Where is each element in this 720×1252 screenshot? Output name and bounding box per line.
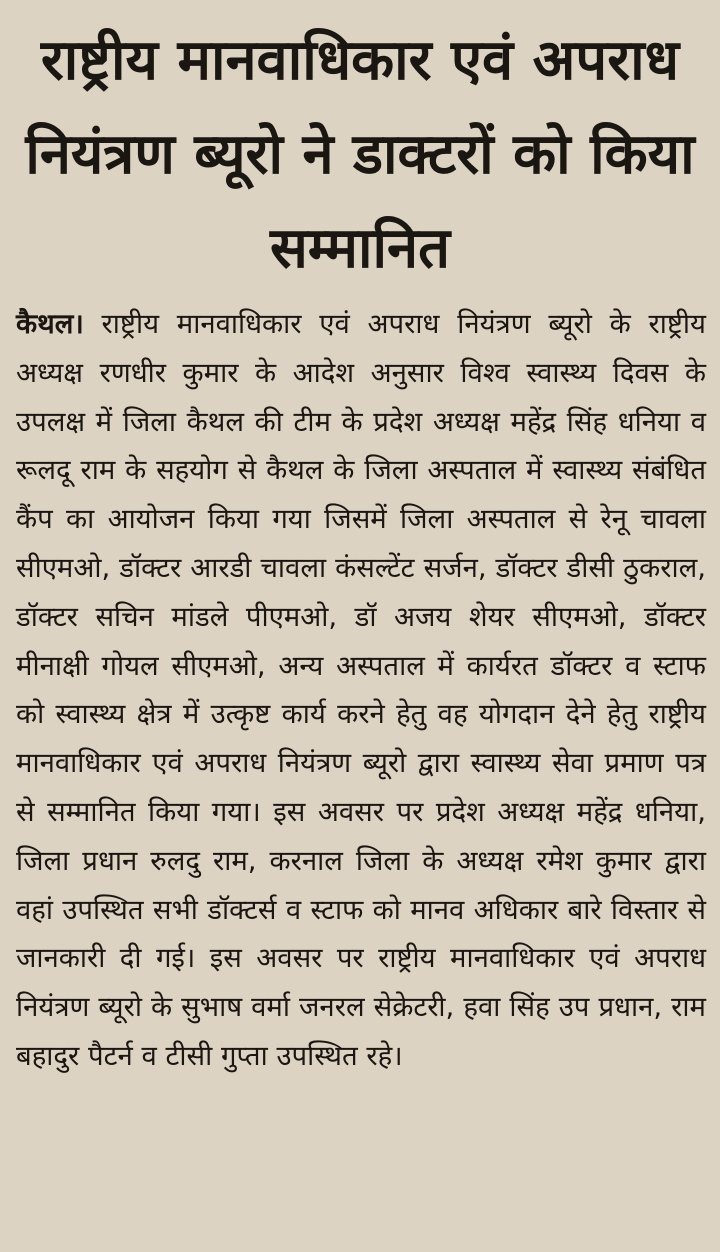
- article-body: [0, 296, 720, 1081]
- headline: राष्ट्रीय मानवाधिकार एवं अपराध नियंत्रण ब्यूरो ने डाक्टरों को किया सम्मानित: [25, 28, 695, 281]
- dateline: कैथल।: [16, 308, 84, 340]
- article-body-text: राष्ट्रीय मानवाधिकार एवं अपराध नियंत्रण ब्यूरो के राष्ट्रीय अध्यक्ष रणधीर कुमार के आदेश अनुसार विश्व स्वास्थ्य दिवस के उपलक्ष में जिला कैथल की टीम के प्रदेश अध्यक्ष महेंद्र सिंह धनिया व रूलदू राम के सहयोग से कैथल के जिला अस्पताल में स्वास्थ्य संबंधित कैंप का आयोजन किया गया जिसमें जिला अस्पताल से रेनू चावला सीएमओ, डॉक्टर आरडी चावला कंसल्टेंट सर्जन, डॉक्टर डीसी ठुकराल, डॉक्टर सचिन मांडले पीएमओ, डॉ अजय शेयर सीएमओ, डॉक्टर मीनाक्षी गोयल सीएमओ, अन्य अस्पताल में कार्यरत डॉक्टर व स्टाफ को स्वास्थ्य क्षेत्र में उत्कृष्ट कार्य करने हेतु वह योगदान देने हेतु राष्ट्रीय मानवाधिकार एवं अपराध नियंत्रण ब्यूरो द्वारा स्वास्थ्य सेवा प्रमाण पत्र से सम्मानित किया गया। इस अवसर पर प्रदेश अध्यक्ष महेंद्र धनिया, जिला प्रधान रुलदु राम, करनाल जिला के अध्यक्ष रमेश कुमार द्वारा वहां उपस्थित सभी डॉक्टर्स व स्टाफ को मानव अधिकार बारे विस्तार से जानकारी दी गई। इस अवसर पर राष्ट्रीय मानवाधिकार एवं अपराध नियंत्रण ब्यूरो के सुभाष वर्मा जनरल सेक्रेटरी, हवा सिंह उप प्रधान, राम बहादुर पैटर्न व टीसी गुप्ता उपस्थित रहे।: [16, 308, 706, 1072]
